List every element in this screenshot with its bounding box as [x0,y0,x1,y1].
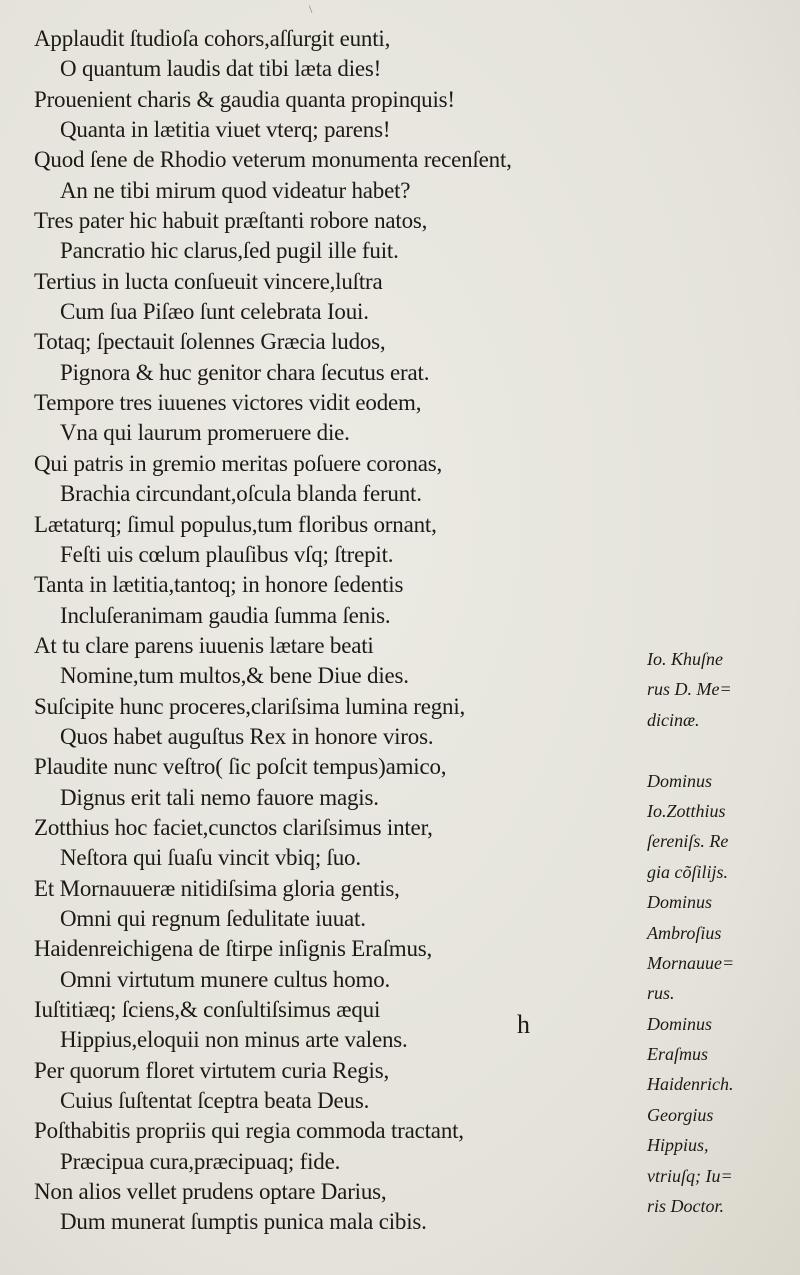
marginal-note-line: rus. [647,983,675,1004]
marginal-note-line: ſereniſs. Re [647,831,729,852]
poem-line: Neſtora qui ſuaſu vincit vbiq; ſuo. [60,845,361,871]
marginal-note-line: dicinæ. [647,709,700,730]
poem-line: Tanta in lætitia,tantoq; in honore ſedentis [34,572,404,598]
marginal-note-line: Dominus [647,770,713,791]
marginal-note-line: Io. Khuſne [647,649,723,669]
poem-line: Dignus erit tali nemo fauore magis. [60,784,379,810]
poem-line: Pignora & huc genitor chara ſecutus erat. [60,359,430,385]
marginal-note-line: Haidenrich. [647,1074,734,1095]
poem-line: Quod ſene de Rhodio veterum monumenta recenſent, [34,147,512,173]
poem-line: Pancratio hic clarus,ſed pugil ille fuit. [60,238,399,264]
poem-line: Quos habet auguſtus Rex in honore viros. [60,723,434,749]
marginal-notes [647,644,797,1221]
poem-line: Per quorum floret virtutem curia Regis, [34,1057,390,1083]
poem-line: Applaudit ſtudioſa cohors,aſſurgit eunti, [34,26,391,51]
marginal-note-line: Georgius [647,1104,714,1125]
marginal-note-line: gia cõſilijs. [647,861,728,882]
poem-line: Omni virtutum munere cultus homo. [60,966,391,992]
marginal-note-line: Dominus [647,892,713,913]
poem-line: Cum ſua Piſæo ſunt celebrata Ioui. [60,299,369,325]
poem-line: At tu clare parens iuuenis lætare beati [34,632,374,658]
marginal-note-line: Io.Zotthius [647,800,726,821]
poem-line: O quantum laudis dat tibi læta dies! [60,56,382,82]
poem-line: Non alios vellet prudens optare Darius, [34,1179,387,1205]
poem-line: Tres pater hic habuit præſtanti robore natos, [34,208,428,234]
marginal-note-line: Mornauue= [647,952,735,973]
poem-line: Lætaturq; ſimul populus,tum floribus ornant, [34,511,437,537]
poem-line: Cuius ſuſtentat ſceptra beata Deus. [60,1088,370,1114]
poem-line: Prouenient charis & gaudia quanta propinquis! [34,86,455,112]
page-mark: \ [309,2,313,16]
poem-line: Omni qui regnum ſedulitate iuuat. [60,905,366,931]
poem-line: Plaudite nunc veſtro( ſic poſcit tempus)amico, [34,754,447,780]
poem-line: Nomine,tum multos,& bene Diue dies. [60,663,409,689]
poem-line: Iuſtitiæq; ſciens,& conſultiſsimus æqui [34,997,381,1022]
poem-line: Suſcipite hunc proceres,clariſsima lumina regni, [34,693,466,719]
poem-line: Qui patris in gremio meritas poſuere coronas, [34,450,443,476]
marginal-note-line: Ambroſius [647,922,722,943]
poem-line: Incluſeranimam gaudia ſumma ſenis. [60,602,391,628]
marginal-note-line: rus D. Me= [647,679,732,700]
poem-line: Feſti uis cœlum plauſibus vſq; ſtrepit. [60,541,394,567]
poem-line: Tempore tres iuuenes victores vidit eodem, [34,390,422,416]
marginal-note-line: Dominus [647,1013,713,1034]
poem-line: Brachia circundant,oſcula blanda ferunt. [60,481,422,507]
poem-line: Et Mornauueræ nitidiſsima gloria gentis, [34,875,400,901]
poem-line: Zotthius hoc faciet,cunctos clariſsimus inter, [34,814,433,840]
poem-line: Quanta in lætitia viuet vterq; parens! [60,117,391,143]
poem-line: Præcipua cura,præcipuaq; fide. [60,1148,341,1174]
poem-line: Tertius in lucta conſueuit vincere,luſtra [34,268,383,294]
signature-mark: h [517,1010,530,1039]
poem-line: Haidenreichigena de ſtirpe inſignis Eraſmus, [34,936,433,962]
marginal-note-line: Hippius, [647,1135,709,1156]
poem-line: Totaq; ſpectauit ſolennes Græcia ludos, [34,329,386,355]
marginal-note-line [647,735,797,765]
poem-text [34,24,594,1238]
poem-line: Vna qui laurum promeruere die. [60,420,350,446]
poem-line: Hippius,eloquii non minus arte valens. [60,1027,408,1053]
poem-line: An ne tibi mirum quod videatur habet? [60,177,411,203]
marginal-note-line: vtriuſq; Iu= [647,1165,733,1186]
marginal-note-line: Eraſmus [647,1044,709,1065]
poem-line: Poſthabitis propriis qui regia commoda tractant, [34,1118,464,1144]
poem-line: Dum munerat ſumptis punica mala cibis. [60,1209,427,1235]
marginal-note-line: ris Doctor. [647,1196,725,1217]
